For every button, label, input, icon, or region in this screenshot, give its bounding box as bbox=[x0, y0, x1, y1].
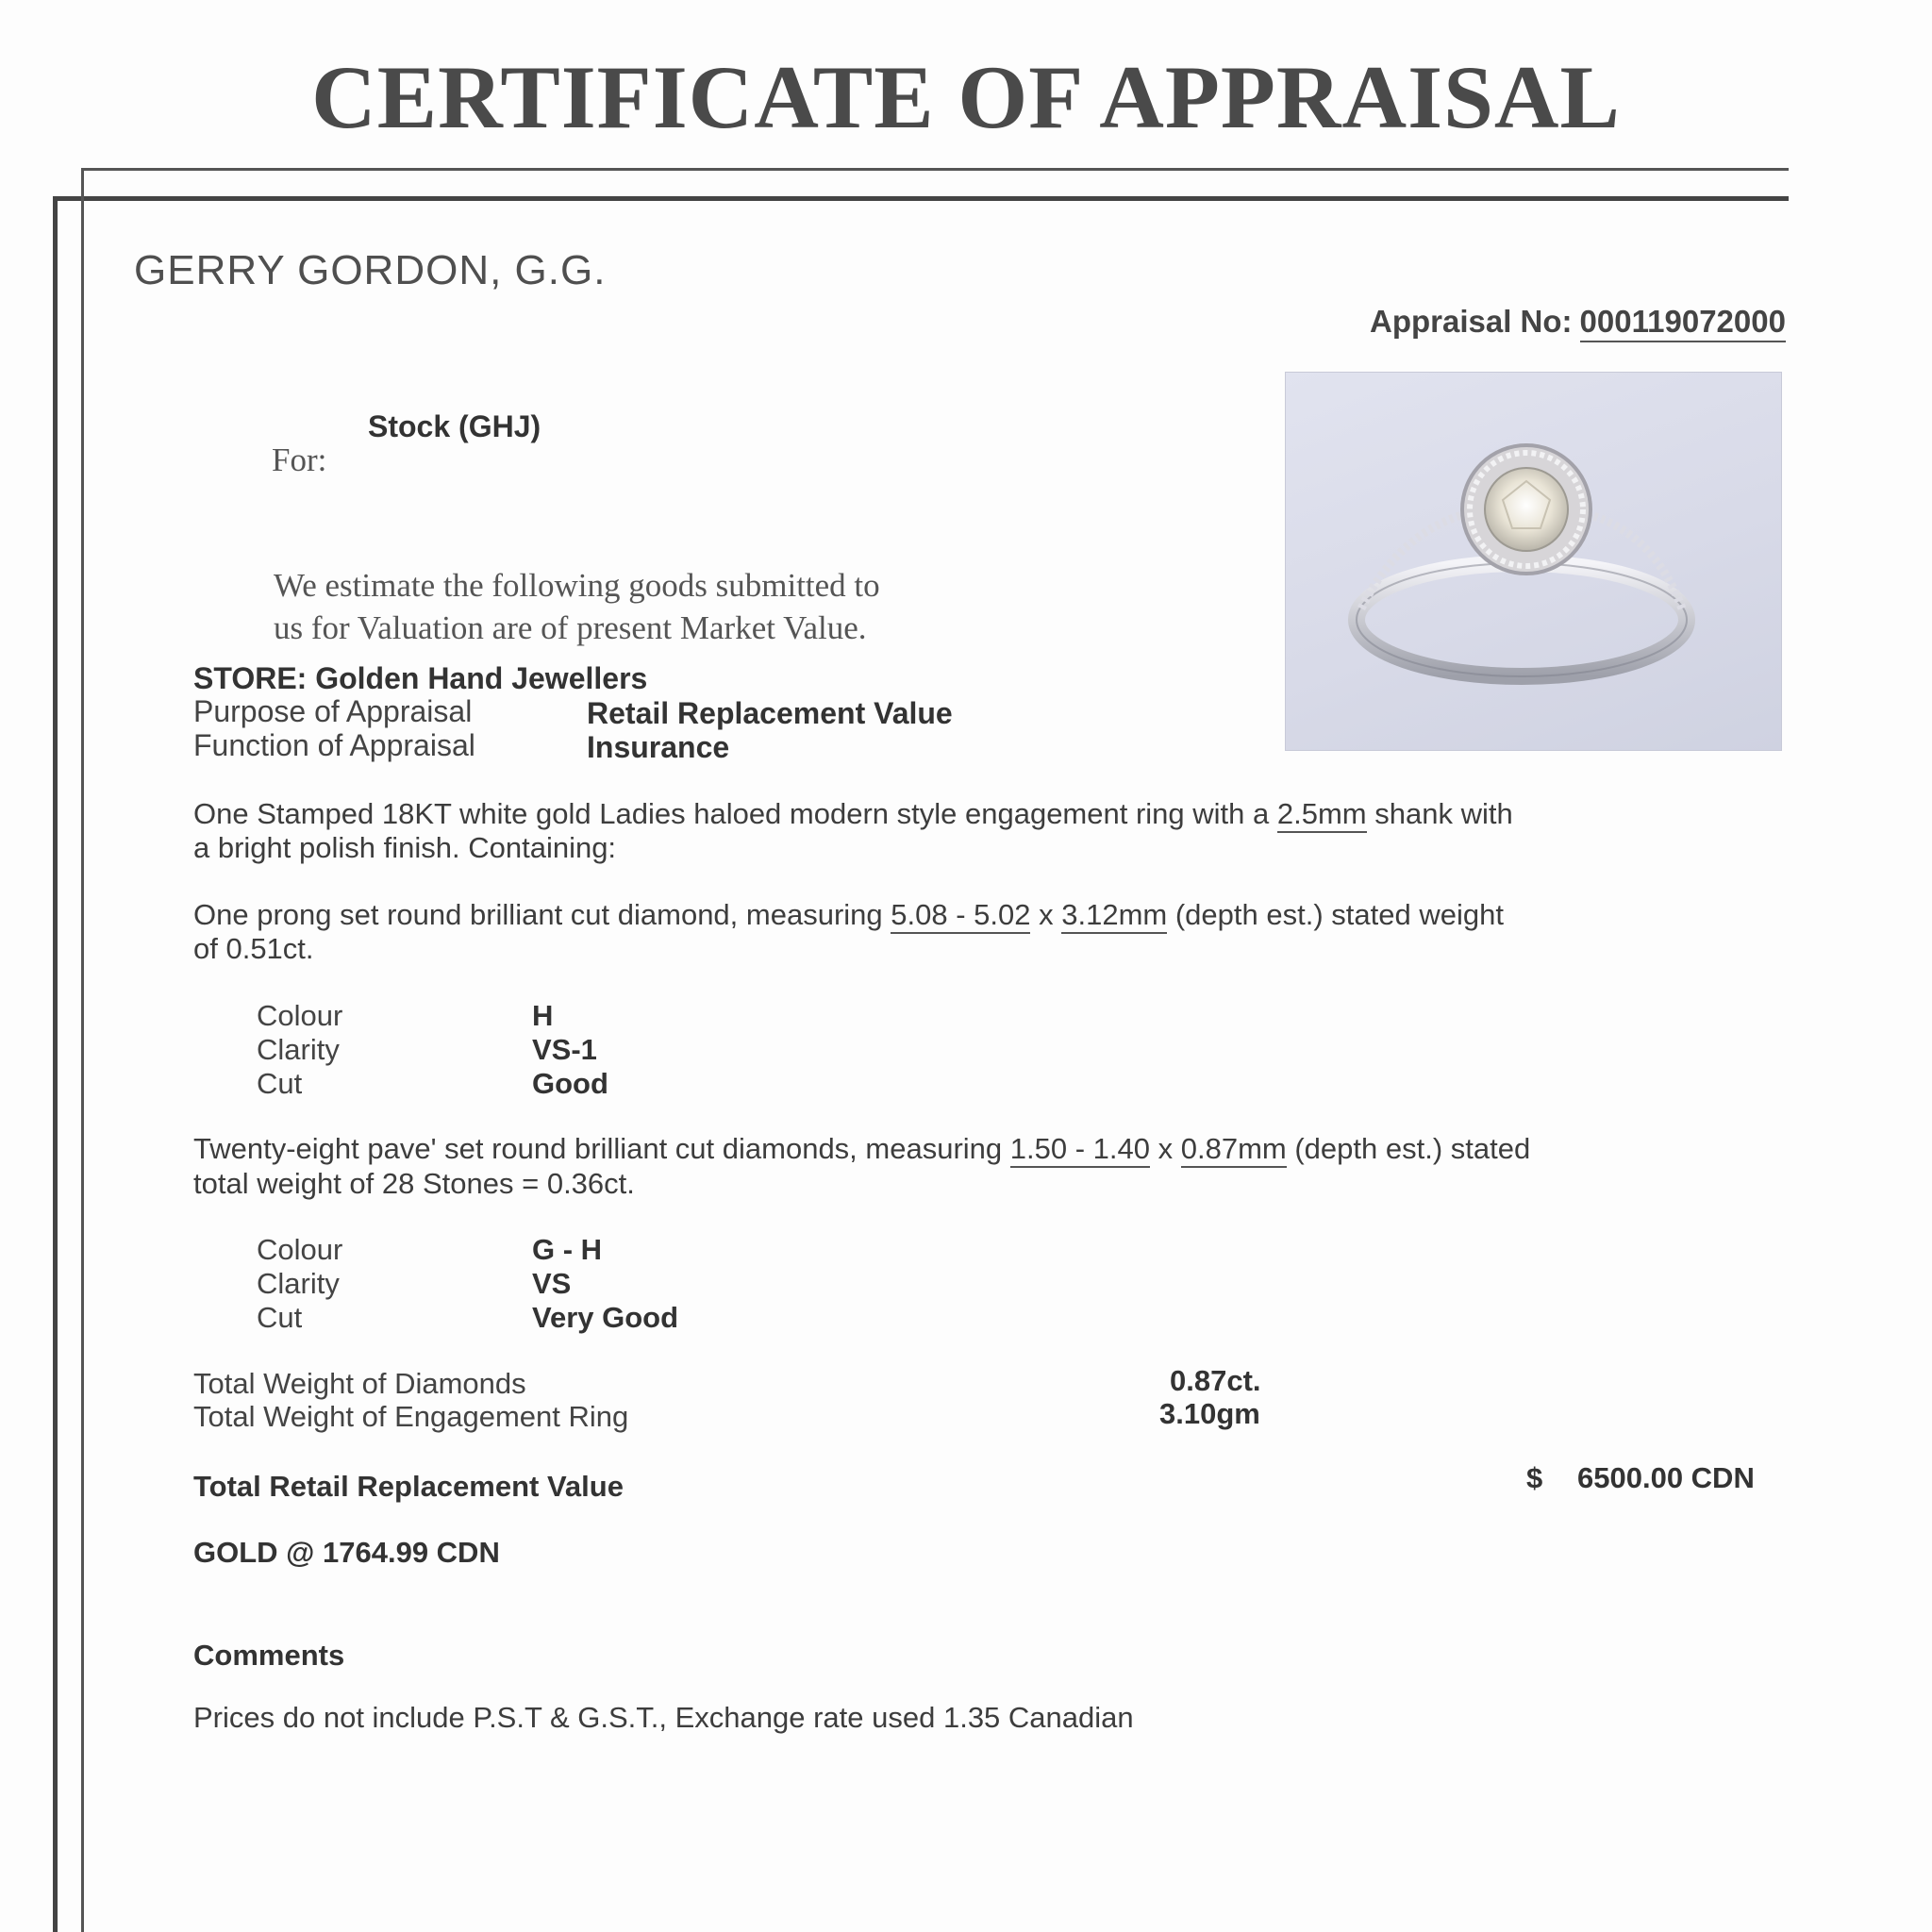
appraisal-number bbox=[1370, 304, 1786, 340]
pave-stones-diameter: 1.50 - 1.40 bbox=[1010, 1132, 1150, 1168]
frame-left-inner bbox=[81, 168, 84, 1932]
replacement-value-label: Total Retail Replacement Value bbox=[193, 1470, 624, 1503]
center-cut-label: Cut bbox=[257, 1067, 303, 1100]
pave-colour-value: G - H bbox=[532, 1233, 603, 1266]
frame-top-inner bbox=[53, 196, 1789, 201]
client-name: Stock (GHJ) bbox=[368, 409, 541, 443]
frame-top-outer bbox=[81, 168, 1789, 171]
pave-cut-value: Very Good bbox=[532, 1301, 679, 1334]
total-ring-weight-label: Total Weight of Engagement Ring bbox=[193, 1400, 629, 1433]
total-ring-weight-value: 3.10gm bbox=[1159, 1397, 1260, 1430]
pave-stones-line-2: total weight of 28 Stones = 0.36ct. bbox=[193, 1167, 635, 1200]
pave-colour-label: Colour bbox=[257, 1233, 343, 1266]
function-value: Insurance bbox=[587, 730, 730, 764]
appraisal-number-label: Appraisal No: bbox=[1370, 304, 1573, 339]
comments-text: Prices do not include P.S.T & G.S.T., Exchange rate used 1.35 Canadian bbox=[193, 1701, 1134, 1734]
ring-description-line-1 bbox=[193, 797, 1513, 831]
purpose-value: Retail Replacement Value bbox=[587, 696, 953, 730]
center-stone-diameter: 5.08 - 5.02 bbox=[891, 898, 1030, 934]
center-clarity-label: Clarity bbox=[257, 1033, 340, 1066]
pave-stones-x: x bbox=[1158, 1132, 1174, 1165]
pave-cut-label: Cut bbox=[257, 1301, 303, 1334]
estimate-line-2: us for Valuation are of present Market Value. bbox=[274, 609, 867, 646]
pave-stones-text: Twenty-eight pave' set round brilliant cut diamonds, measuring bbox=[193, 1132, 1003, 1165]
total-diamond-weight-label: Total Weight of Diamonds bbox=[193, 1367, 526, 1400]
center-stone-depth: 3.12mm bbox=[1061, 898, 1167, 934]
ring-photo bbox=[1285, 372, 1782, 751]
estimate-line-1: We estimate the following goods submitted to bbox=[274, 567, 880, 604]
ring-description-text-2: shank with bbox=[1374, 797, 1513, 830]
pave-stones-text-2: (depth est.) stated bbox=[1294, 1132, 1531, 1165]
shank-width: 2.5mm bbox=[1277, 797, 1367, 833]
center-colour-value: H bbox=[532, 999, 554, 1032]
comments-heading: Comments bbox=[193, 1639, 345, 1672]
pave-clarity-label: Clarity bbox=[257, 1267, 340, 1300]
ring-description-line-2: a bright polish finish. Containing: bbox=[193, 831, 617, 864]
center-stone-text-2: (depth est.) stated weight bbox=[1174, 898, 1504, 931]
pave-stones-line-1 bbox=[193, 1132, 1530, 1166]
ring-illustration bbox=[1286, 373, 1781, 750]
ring-description-text: One Stamped 18KT white gold Ladies haloed modern style engagement ring with a bbox=[193, 797, 1270, 830]
center-stone-line-1 bbox=[193, 898, 1504, 932]
center-stone-line-2: of 0.51ct. bbox=[193, 932, 314, 965]
center-stone-text: One prong set round brilliant cut diamond, measuring bbox=[193, 898, 883, 931]
for-label: For: bbox=[272, 441, 327, 478]
pave-clarity-value: VS bbox=[532, 1267, 572, 1300]
appraiser-name: GERRY GORDON, G.G. bbox=[134, 247, 607, 293]
currency-symbol: $ bbox=[1526, 1461, 1543, 1494]
appraisal-number-value: 000119072000 bbox=[1580, 304, 1786, 342]
total-diamond-weight-value: 0.87ct. bbox=[1170, 1364, 1261, 1397]
gold-price: GOLD @ 1764.99 CDN bbox=[193, 1536, 500, 1569]
center-colour-label: Colour bbox=[257, 999, 343, 1032]
replacement-amount: 6500.00 CDN bbox=[1577, 1461, 1755, 1494]
frame-left-outer bbox=[53, 196, 58, 1932]
center-clarity-value: VS-1 bbox=[532, 1033, 597, 1066]
certificate-title: CERTIFICATE OF APPRAISAL bbox=[311, 47, 1621, 147]
purpose-label: Purpose of Appraisal bbox=[193, 694, 473, 728]
function-label: Function of Appraisal bbox=[193, 728, 475, 762]
store-name: STORE: Golden Hand Jewellers bbox=[193, 661, 648, 695]
center-cut-value: Good bbox=[532, 1067, 608, 1100]
pave-stones-depth: 0.87mm bbox=[1181, 1132, 1287, 1168]
center-stone-x: x bbox=[1039, 898, 1054, 931]
